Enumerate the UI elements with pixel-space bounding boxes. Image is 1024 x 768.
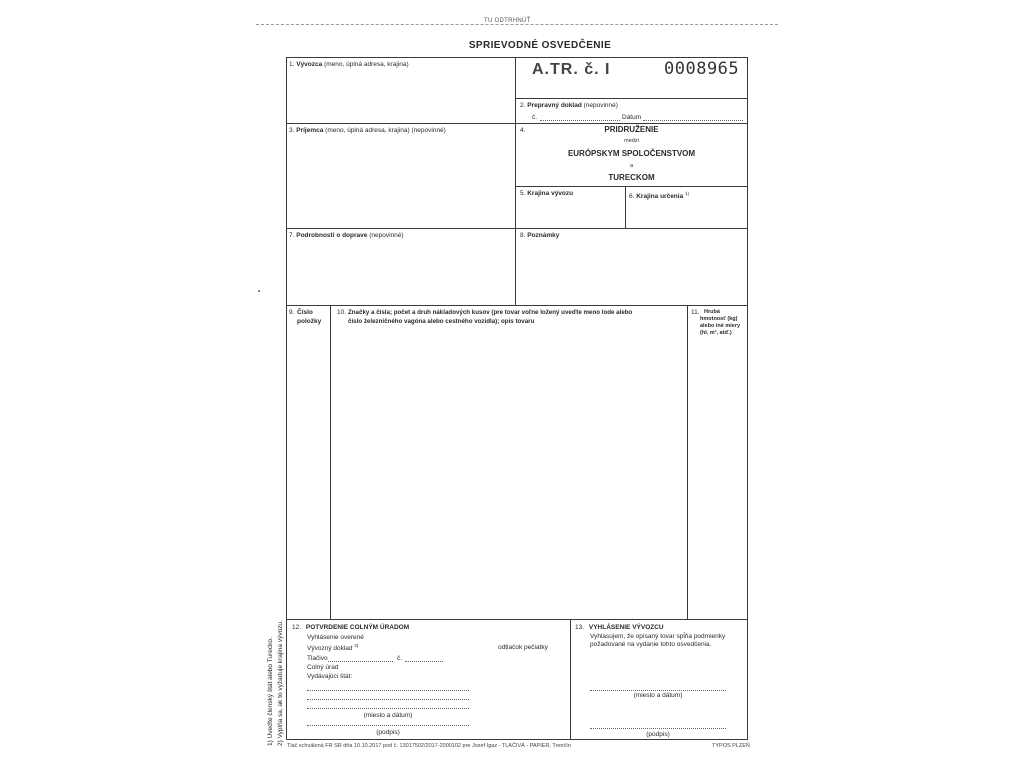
box7-title — [289, 232, 404, 240]
box11-line1: Hrubá — [704, 309, 720, 315]
box2-title — [520, 102, 618, 110]
printer-name: TYPOS PLZEŇ — [712, 743, 750, 749]
box13-line1: Vyhlasujem, že opísaný tovar spĺňa podmienky — [590, 633, 726, 640]
box8-label: Poznámky — [527, 232, 560, 239]
box2-sub: (nepovinné) — [583, 102, 618, 109]
page-title: SPRIEVODNÉ OSVEDČENIE — [468, 40, 612, 51]
box9-field[interactable] — [288, 330, 329, 617]
box3-field[interactable] — [288, 136, 513, 226]
divider — [515, 186, 748, 187]
footnote-2: 2) Vyplňa sa, ak to vyžaduje krajina vývozu. — [277, 620, 284, 746]
box12-title — [292, 624, 409, 632]
divider — [515, 98, 748, 99]
box2-date-field[interactable] — [643, 120, 743, 121]
box3-num: 3. — [289, 127, 295, 134]
box6-num: 6. — [629, 193, 635, 201]
divider — [286, 305, 748, 306]
box12-line-3[interactable] — [307, 708, 469, 709]
box7-sub: (nepovinné) — [369, 232, 404, 239]
divider — [625, 186, 626, 228]
box1-sub: (meno, úplná adresa, krajina) — [324, 61, 409, 68]
box11-num: 11. — [691, 309, 700, 316]
divider — [286, 619, 748, 620]
box4-line3: EURÓPSKYM SPOLOČENSTVOM — [567, 149, 696, 158]
box8-field[interactable] — [517, 241, 746, 303]
box12-sign-line[interactable] — [307, 725, 469, 726]
divider — [286, 123, 748, 124]
box4-line2: medzi — [624, 138, 639, 144]
box2-label: Prepravný doklad — [527, 102, 582, 109]
box13-num: 13. — [575, 624, 585, 631]
box3-sub: (meno, úplná adresa, krajina) (nepovinné) — [325, 127, 446, 134]
box7-label: Podrobnosti o doprave — [296, 232, 368, 239]
box12-form-label: Tlačivo — [307, 655, 328, 662]
box1-field[interactable] — [288, 70, 513, 122]
box6-field[interactable] — [627, 199, 746, 226]
box12-form-number-field[interactable] — [405, 661, 443, 662]
box13-label: VYHLÁSENIE VÝVOZCU — [588, 624, 664, 631]
box1-label: Vývozca — [296, 61, 323, 68]
box9-num: 9. — [289, 309, 295, 316]
box5-label: Krajina vývozu — [527, 190, 574, 197]
box6-label: Krajina určenia — [636, 193, 684, 201]
divider — [286, 228, 748, 229]
serial-number: 0008965 — [664, 59, 740, 79]
box11-line3: alebo iné miery — [700, 323, 741, 329]
box10-num: 10. — [337, 309, 347, 316]
box12-export-doc-sup: 2) — [354, 643, 359, 648]
box4-line5: TURECKOM — [608, 173, 655, 182]
box3-title — [289, 127, 446, 135]
box10-line1: Značky a čísla; počet a druh nákladových kusov (pre tovar voľne ložený uveďte meno lode alebo — [348, 309, 633, 316]
box9-line1: Číslo — [297, 309, 313, 316]
box12-label: POTVRDENIE COLNÝM ÚRADOM — [305, 624, 410, 631]
box11-field[interactable] — [689, 340, 746, 617]
footnotes — [266, 610, 294, 746]
box7-field[interactable] — [288, 241, 513, 303]
box1-num: 1. — [289, 61, 295, 68]
box9-line2: položky — [297, 318, 322, 325]
box6-sup: 1) — [685, 191, 690, 196]
box12-verified: Vyhlásenie overené — [307, 634, 364, 641]
box2-number-field[interactable] — [540, 120, 620, 121]
box13-sign: (podpis) — [646, 731, 670, 738]
footnote-1: 1) Uveďte členský štát alebo Turecko. — [267, 637, 274, 746]
box4-line1: PRIDRUŽENIE — [604, 125, 659, 134]
box4-line4: a — [629, 163, 634, 169]
box5-field[interactable] — [517, 199, 623, 226]
box13-place-line[interactable] — [590, 690, 726, 691]
box5-num: 5. — [520, 190, 526, 197]
box12-line-2[interactable] — [307, 699, 469, 700]
box8-num: 8. — [520, 232, 526, 239]
box13-sign-line[interactable] — [590, 728, 726, 729]
punch-mark — [258, 290, 260, 292]
box13-place-date: (miesto a dátum) — [633, 692, 683, 699]
box12-state-label: Vydávajúci štát: — [307, 673, 353, 680]
divider — [570, 619, 571, 740]
box13-title — [575, 624, 664, 632]
tear-line — [256, 24, 778, 25]
print-approval: Tlač schválená FR SR dňa 10.10.2017 pod č. 13017502/2017-2000102 pre Jozef Igaz - TLAČIVÁ - PAPIER, Trenčín — [287, 743, 571, 749]
box12-sign: (podpis) — [376, 729, 400, 736]
tear-label: TU ODTRHNÚŤ — [478, 18, 537, 24]
box1-title — [289, 61, 409, 69]
box12-customs-label: Colný úrad — [307, 664, 339, 671]
box13-line2: požadované na vydanie tohto osvedčenia. — [590, 641, 712, 648]
box12-export-doc — [307, 642, 358, 653]
divider — [687, 305, 688, 619]
box11-line2: hmotnosť (kg) — [700, 316, 738, 322]
box12-form-field[interactable] — [328, 661, 393, 662]
box2-num: 2. — [520, 102, 526, 109]
atr-heading: A.TR. č. I — [532, 61, 611, 78]
box10-field[interactable] — [332, 330, 685, 617]
box12-num: 12. — [292, 624, 302, 631]
box11-line4: (hl, m³, atď.) — [700, 330, 732, 336]
box2-date-label: Dátum — [622, 114, 642, 121]
box12-place-date: (miesto a dátum) — [363, 712, 413, 719]
box12-form-c-label: č. — [397, 655, 403, 662]
box3-label: Príjemca — [296, 127, 324, 134]
box7-num: 7. — [289, 232, 295, 239]
box4-num: 4. — [520, 127, 526, 134]
box12-export-doc-label: Vývozný doklad — [307, 645, 353, 653]
box12-stamp: odtlačok pečiatky — [498, 644, 548, 651]
box5-title — [520, 190, 573, 198]
box8-title — [520, 232, 559, 240]
box10-line2: číslo železničného vagóna alebo cestného vozidla); opis tovaru — [348, 318, 535, 325]
box12-line-1[interactable] — [307, 690, 469, 691]
divider — [330, 305, 331, 619]
box2-c-label: č. — [532, 114, 538, 121]
